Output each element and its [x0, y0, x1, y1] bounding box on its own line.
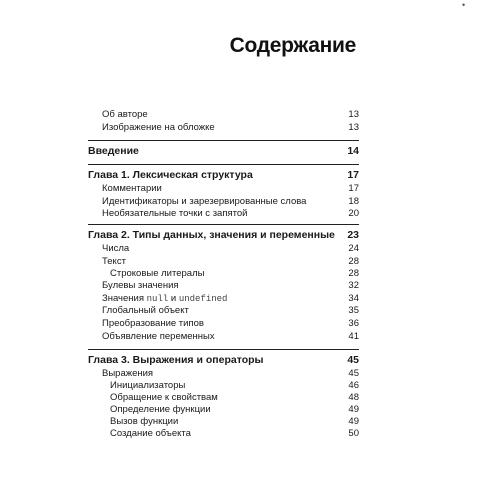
toc-entry-page: 18 — [348, 196, 359, 207]
toc-entry-label — [102, 293, 227, 305]
toc-entry-page: 34 — [348, 293, 359, 304]
toc-entry-label: Инициализаторы — [110, 380, 186, 391]
section-rule — [88, 349, 359, 350]
toc-entry-initializers[interactable] — [88, 380, 359, 392]
toc-entry-label: Строковые литералы — [110, 268, 205, 279]
toc-entry-label: Необязательные точки с запятой — [102, 208, 248, 219]
toc-entry-label: Выражения — [102, 368, 154, 379]
toc-entry-label: Изображение на обложке — [102, 122, 215, 133]
section-rule — [88, 140, 359, 141]
toc-entry-label: Определение функции — [110, 404, 211, 415]
toc-entry-page: 17 — [347, 169, 359, 181]
section-rule — [88, 164, 359, 165]
toc-entry-optional-semicolons[interactable] — [88, 208, 359, 220]
toc-entry-function-definition[interactable] — [88, 404, 359, 416]
toc-entry-about-author[interactable] — [88, 109, 359, 121]
toc-chapter-label: Введение — [88, 145, 139, 157]
toc-entry-chapter-2[interactable] — [88, 228, 359, 242]
toc-entry-object-creation[interactable] — [88, 428, 359, 440]
toc-entry-variable-declaration[interactable] — [88, 331, 359, 343]
toc-entry-page: 20 — [348, 208, 359, 219]
toc-entry-page: 49 — [348, 416, 359, 427]
toc-entry-label: Глобальный объект — [102, 305, 189, 316]
toc-entry-page: 48 — [348, 392, 359, 403]
toc-entry-page: 17 — [348, 183, 359, 194]
toc-entry-label: Объявление переменных — [102, 331, 215, 342]
toc-entry-label: Идентификаторы и зарезервированные слова — [102, 196, 307, 207]
toc-entry-page: 28 — [348, 268, 359, 279]
code-keyword: null — [146, 294, 169, 304]
page-title: Содержание — [229, 34, 356, 57]
toc-entry-page: 35 — [348, 305, 359, 316]
label-text: и — [168, 293, 179, 304]
toc-entry-page: 13 — [348, 109, 359, 120]
toc-entry-page: 41 — [348, 331, 359, 342]
toc-entry-page: 32 — [348, 280, 359, 291]
toc-entry-property-access[interactable] — [88, 392, 359, 404]
label-text: Значения — [102, 293, 147, 304]
toc-entry-intro[interactable] — [88, 144, 359, 158]
toc-entry-comments[interactable] — [88, 183, 359, 195]
code-keyword: undefined — [178, 294, 228, 304]
toc-entry-chapter-1[interactable] — [88, 168, 359, 182]
toc-entry-page: 13 — [348, 122, 359, 133]
toc-entry-chapter-3[interactable] — [88, 353, 359, 367]
toc-entry-page: 24 — [348, 243, 359, 254]
toc-entry-label: Создание объекта — [110, 428, 191, 439]
toc-entry-global-object[interactable] — [88, 305, 359, 317]
toc-entry-page: 14 — [347, 145, 359, 157]
toc-entry-label: Об авторе — [102, 109, 148, 120]
toc-entry-label: Комментарии — [102, 183, 162, 194]
corner-mark: • — [462, 0, 466, 10]
toc-entry-numbers[interactable] — [88, 243, 359, 255]
toc-entry-label: Булевы значения — [102, 280, 179, 291]
toc-entry-identifiers[interactable] — [88, 196, 359, 208]
toc-entry-expressions[interactable] — [88, 368, 359, 380]
section-rule — [88, 224, 359, 225]
toc-entry-label: Числа — [102, 243, 130, 254]
toc-entry-label: Преобразование типов — [102, 318, 204, 329]
toc-entry-type-conversion[interactable] — [88, 318, 359, 330]
toc-entry-boolean-values[interactable] — [88, 280, 359, 292]
toc-entry-label: Текст — [102, 256, 126, 267]
toc-entry-page: 23 — [347, 229, 359, 241]
toc-entry-function-call[interactable] — [88, 416, 359, 428]
toc-chapter-label: Глава 2. Типы данных, значения и переменные — [88, 229, 335, 241]
toc-entry-page: 49 — [348, 404, 359, 415]
toc-chapter-label: Глава 3. Выражения и операторы — [88, 354, 264, 366]
toc-entry-label: Вызов функции — [110, 416, 179, 427]
toc-entry-page: 45 — [347, 354, 359, 366]
toc-entry-null-undefined[interactable] — [88, 293, 359, 305]
toc-entry-label: Обращение к свойствам — [110, 392, 218, 403]
toc-entry-string-literals[interactable] — [88, 268, 359, 280]
toc-entry-page: 36 — [348, 318, 359, 329]
toc-chapter-label: Глава 1. Лексическая структура — [88, 169, 253, 181]
toc-entry-text[interactable] — [88, 256, 359, 268]
toc-entry-page: 46 — [348, 380, 359, 391]
toc-entry-page: 28 — [348, 256, 359, 267]
toc-entry-page: 50 — [348, 428, 359, 439]
toc-entry-cover-image[interactable] — [88, 122, 359, 134]
toc-entry-page: 45 — [348, 368, 359, 379]
